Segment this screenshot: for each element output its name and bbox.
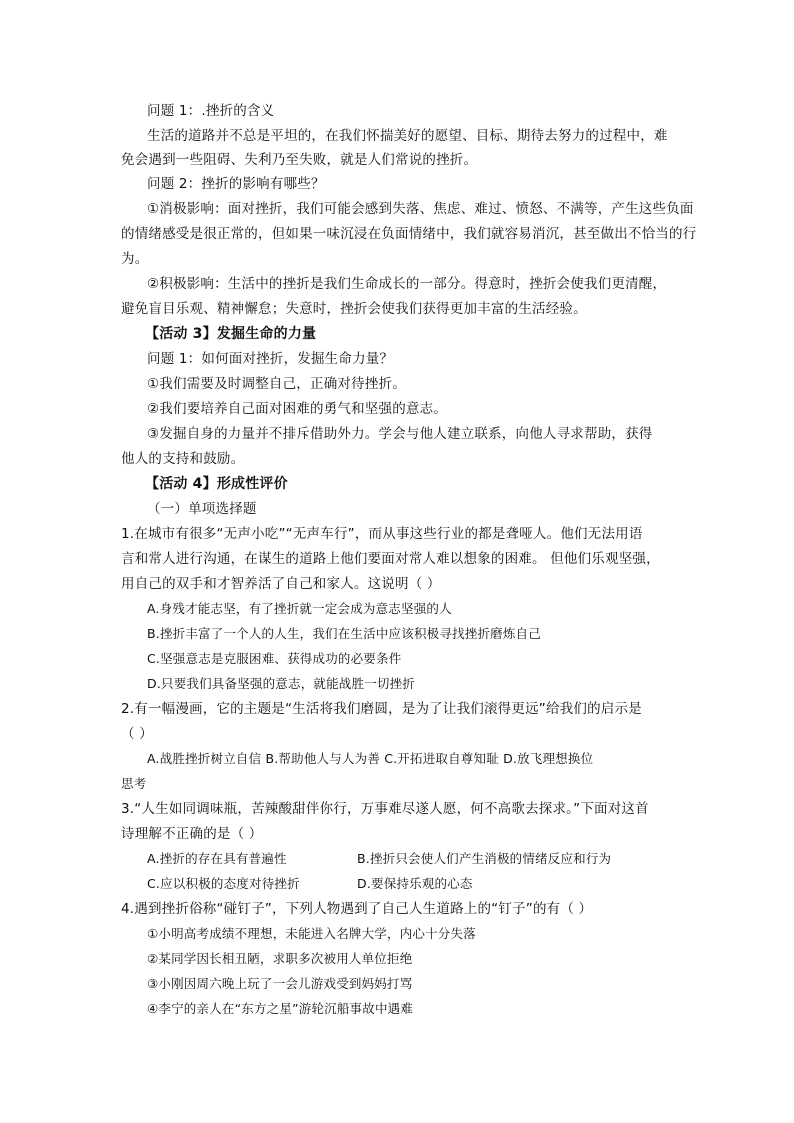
option-line: 思考 bbox=[121, 776, 147, 791]
option-b: B.挫折只会使人们产生消极的情绪反应和行为 bbox=[357, 851, 612, 866]
section-heading: （一）单项选择题 bbox=[147, 501, 257, 517]
option-line: A.战胜挫折树立自信 B.帮助他人与人为善 C.开拓进取自尊知耻 D.放飞理想换位 bbox=[147, 751, 594, 766]
paragraph-line: 为。 bbox=[121, 251, 149, 267]
question-line: 诗理解不正确的是（ ） bbox=[121, 826, 263, 842]
option-a: A.挫折的存在具有普遍性 bbox=[147, 851, 287, 866]
paragraph-line: 的情绪感受是很正常的，但如果一味沉浸在负面情绪中，我们就容易消沉，甚至做出不恰当的行 bbox=[121, 226, 697, 242]
paragraph-line: 生活的道路并不总是平坦的，在我们怀揣美好的愿望、目标、期待去努力的过程中，难 bbox=[147, 128, 668, 144]
list-item: ②我们要培养自己面对困难的勇气和坚强的意志。 bbox=[147, 401, 448, 417]
question-line: 用自己的双手和才智养活了自己和家人。这说明（ ） bbox=[121, 576, 441, 592]
option-d: D.要保持乐观的心态 bbox=[357, 876, 473, 891]
question-line: （ ） bbox=[121, 726, 153, 742]
paragraph-line: ①消极影响：面对挫折，我们可能会感到失落、焦虑、难过、愤怒、不满等，产生这些负面 bbox=[147, 201, 694, 217]
paragraph-line: 避免盲目乐观、精神懈怠；失意时，挫折会使我们获得更加丰富的生活经验。 bbox=[121, 301, 587, 317]
question-line: 4.遇到挫折俗称“碰钉子”，下列人物遇到了自己人生道路上的“钉子”的有（ ） bbox=[121, 901, 593, 917]
question-line: 3.“人生如同调味瓶，苦辣酸甜伴你行，万事难尽遂人愿，何不高歌去探求。”下面对这首 bbox=[121, 801, 649, 817]
list-item: ①我们需要及时调整自己，正确对待挫折。 bbox=[147, 376, 406, 392]
activity-3-heading: 【活动 3】发掘生命的力量 bbox=[145, 326, 317, 342]
list-item: ④李宁的亲人在“东方之星”游轮沉船事故中遇难 bbox=[147, 1001, 414, 1016]
paragraph-line: 免会遇到一些阻碍、失利乃至失败，就是人们常说的挫折。 bbox=[121, 152, 478, 168]
option-c: C.应以积极的态度对待挫折 bbox=[147, 876, 300, 891]
question-line: 2.有一幅漫画，它的主题是“生活将我们磨圆，是为了让我们滚得更远”给我们的启示是 bbox=[121, 701, 642, 717]
q2-heading: 问题 2：挫折的影响有哪些？ bbox=[147, 176, 325, 192]
list-item: ②某同学因长相丑陋，求职多次被用人单位拒绝 bbox=[147, 951, 413, 966]
list-item: ③小刚因周六晚上玩了一会儿游戏受到妈妈打骂 bbox=[147, 976, 413, 991]
option-line: B.挫折丰富了一个人的人生，我们在生活中应该积极寻找挫折磨炼自己 bbox=[147, 626, 541, 641]
question-line: 言和常人进行沟通，在谋生的道路上他们要面对常人难以想象的困难。 但他们乐观坚强， bbox=[121, 551, 660, 567]
option-line: C.坚强意志是克服困难、获得成功的必要条件 bbox=[147, 651, 402, 666]
q1-heading: 问题 1：.挫折的含义 bbox=[147, 103, 275, 119]
question-line: 问题 1：如何面对挫折，发掘生命力量？ bbox=[147, 351, 394, 367]
list-item: ①小明高考成绩不理想，未能进入名牌大学，内心十分失落 bbox=[147, 926, 476, 941]
paragraph-line: ②积极影响：生活中的挫折是我们生命成长的一部分。得意时，挫折会使我们更清醒， bbox=[147, 276, 667, 292]
list-item: ③发掘自身的力量并不排斥借助外力。学会与他人建立联系，向他人寻求帮助，获得 bbox=[147, 426, 653, 442]
option-line: D.只要我们具备坚强的意志，就能战胜一切挫折 bbox=[147, 676, 415, 691]
question-line: 1.在城市有很多“无声小吃”“无声车行”，而从事这些行业的都是聋哑人。他们无法用语 bbox=[121, 526, 643, 542]
option-line: A.身残才能志坚，有了挫折就一定会成为意志坚强的人 bbox=[147, 601, 452, 616]
paragraph-line: 他人的支持和鼓励。 bbox=[121, 451, 245, 467]
activity-4-heading: 【活动 4】形成性评价 bbox=[145, 476, 288, 492]
